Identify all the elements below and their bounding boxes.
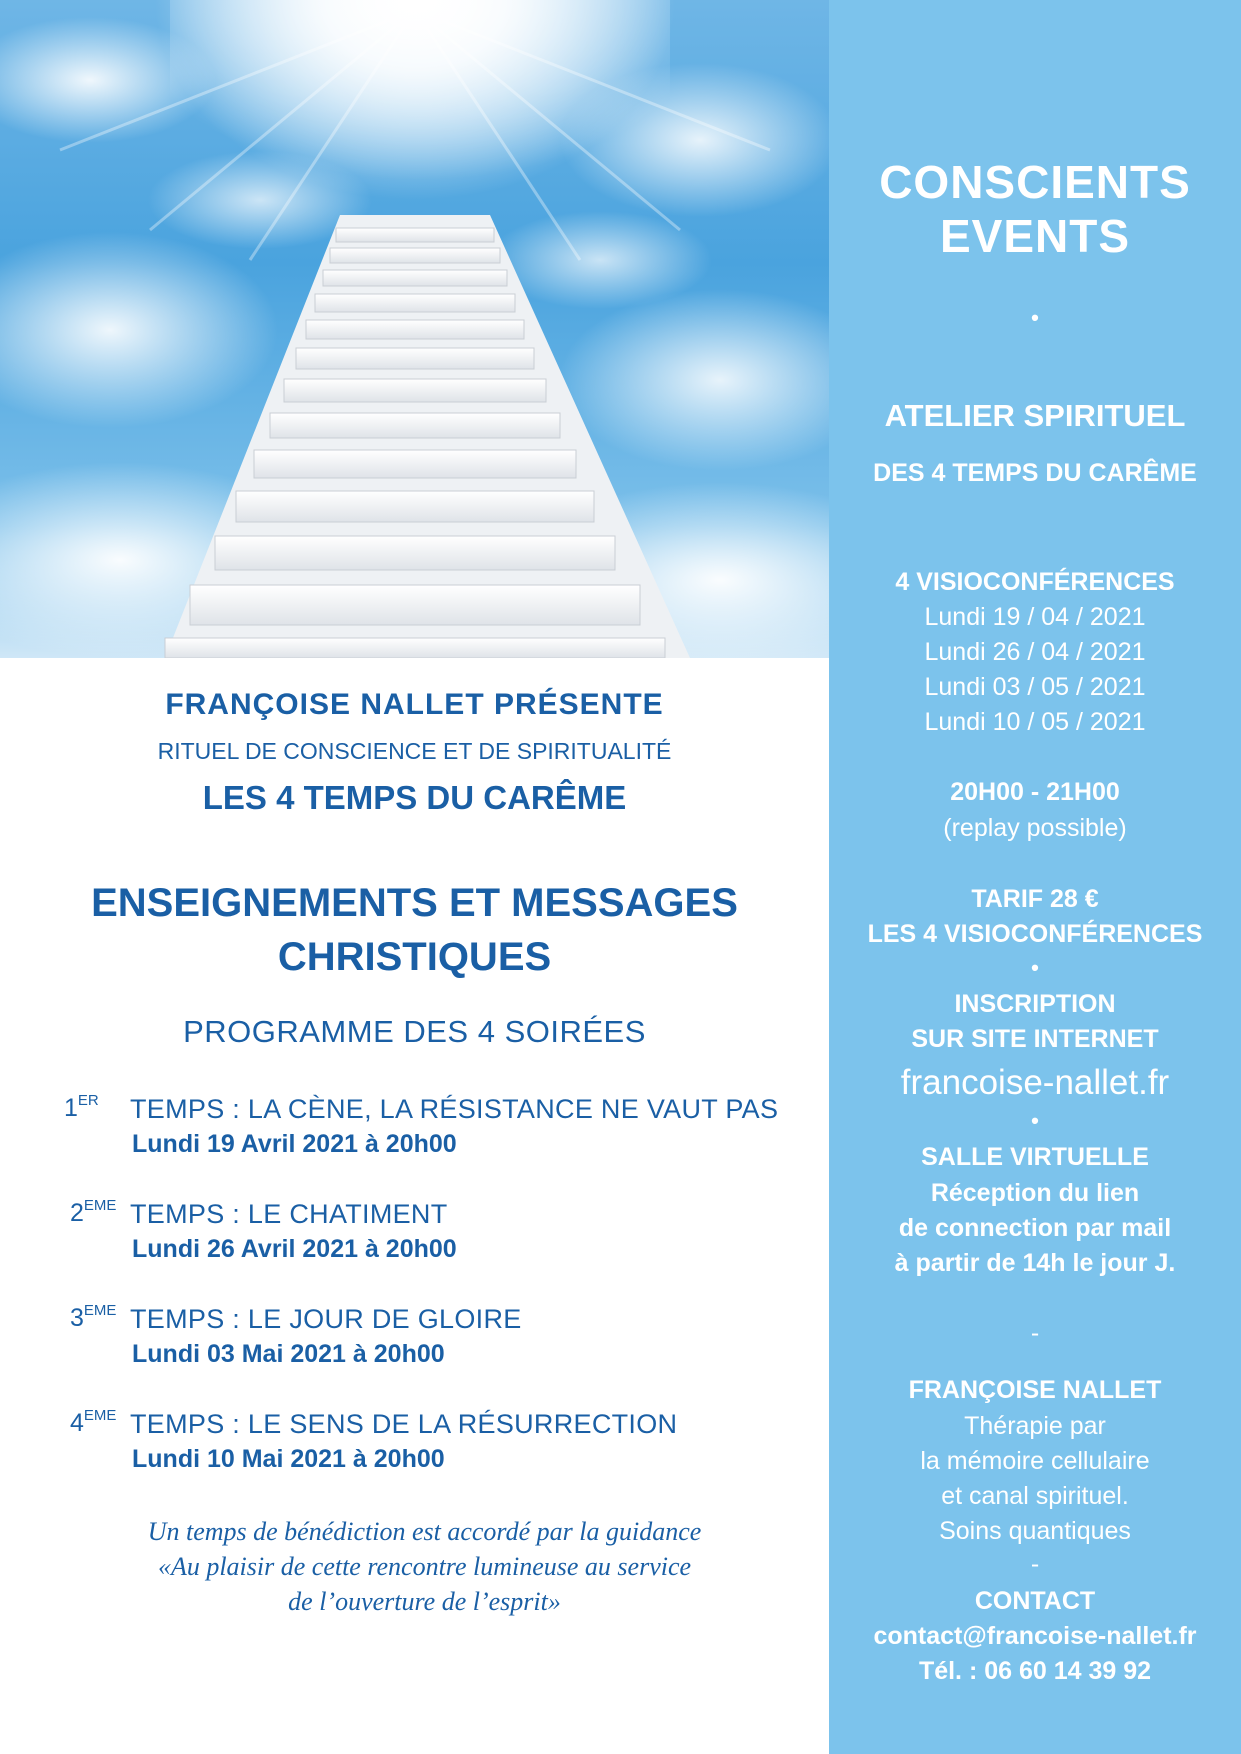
hero-image-sky-stairs xyxy=(0,0,829,658)
temps-date: Lundi 10 Mai 2021 à 20h00 xyxy=(132,1445,445,1473)
rituel-subtitle: RITUEL DE CONSCIENCE ET DE SPIRITUALITÉ xyxy=(157,738,672,764)
visio-title: 4 VISIOCONFÉRENCES xyxy=(895,568,1175,596)
brand-title-line2: EVENTS xyxy=(939,210,1131,262)
temps-date: Lundi 26 Avril 2021 à 20h00 xyxy=(132,1235,457,1263)
price-detail: LES 4 VISIOCONFÉRENCES xyxy=(867,920,1203,948)
brand-title-line1: CONSCIENTS xyxy=(879,156,1191,208)
programme-heading: PROGRAMME DES 4 SOIRÉES xyxy=(183,1014,646,1049)
session-hours: 20H00 - 21H00 xyxy=(950,778,1120,806)
contact-email[interactable]: contact@francoise-nallet.fr xyxy=(873,1622,1197,1650)
visio-date: Lundi 10 / 05 / 2021 xyxy=(924,708,1146,736)
temps-number: 4EME xyxy=(70,1407,117,1437)
atelier-title: ATELIER SPIRITUEL xyxy=(884,398,1186,433)
salle-detail: de connection par mail xyxy=(898,1214,1172,1242)
salle-detail: Réception du lien xyxy=(930,1179,1140,1207)
author-detail: et canal spirituel. xyxy=(941,1482,1129,1510)
separator-dash: - xyxy=(1030,1319,1040,1347)
event-title: LES 4 TEMPS DU CARÊME xyxy=(202,779,627,816)
temps-title: TEMPS : LE CHATIMENT xyxy=(130,1199,448,1229)
visio-date: Lundi 19 / 04 / 2021 xyxy=(924,603,1146,631)
inscription-line2: SUR SITE INTERNET xyxy=(911,1025,1159,1053)
salle-detail: à partir de 14h le jour J. xyxy=(894,1249,1176,1277)
main-heading-line1: ENSEIGNEMENTS ET MESSAGES xyxy=(91,881,738,925)
temps-date: Lundi 19 Avril 2021 à 20h00 xyxy=(132,1130,457,1158)
separator-dash: - xyxy=(1030,1550,1040,1578)
author-detail: Thérapie par xyxy=(964,1412,1106,1440)
separator-dot: • xyxy=(1031,1108,1039,1133)
blessing-quote-line3: de l’ouverture de l’esprit» xyxy=(288,1587,561,1616)
salle-title: SALLE VIRTUELLE xyxy=(921,1143,1149,1171)
temps-number: 2EME xyxy=(70,1197,117,1227)
visio-date: Lundi 03 / 05 / 2021 xyxy=(924,673,1146,701)
temps-title: TEMPS : LE JOUR DE GLOIRE xyxy=(130,1304,522,1334)
separator-dot: • xyxy=(1031,955,1039,980)
temps-date: Lundi 03 Mai 2021 à 20h00 xyxy=(132,1340,445,1368)
stairway-illustration xyxy=(0,0,829,658)
author-detail: la mémoire cellulaire xyxy=(920,1447,1150,1475)
website-link[interactable]: francoise-nallet.fr xyxy=(900,1063,1170,1102)
atelier-subtitle: DES 4 TEMPS DU CARÊME xyxy=(873,459,1197,487)
temps-number: 1ER xyxy=(64,1092,99,1122)
temps-title: TEMPS : LE SENS DE LA RÉSURRECTION xyxy=(130,1409,678,1439)
blessing-quote-line1: Un temps de bénédiction est accordé par la guidance xyxy=(147,1517,702,1546)
author-detail: Soins quantiques xyxy=(939,1517,1131,1545)
info-sidebar xyxy=(829,0,1241,1754)
main-heading-line2: CHRISTIQUES xyxy=(277,935,552,979)
temps-title: TEMPS : LA CÈNE, LA RÉSISTANCE NE VAUT PAS xyxy=(130,1094,779,1124)
blessing-quote-line2: «Au plaisir de cette rencontre lumineuse au service xyxy=(157,1552,692,1581)
separator-dot: • xyxy=(1031,305,1039,330)
price: TARIF 28 € xyxy=(971,885,1099,913)
author-name: FRANÇOISE NALLET xyxy=(908,1376,1162,1404)
replay-note: (replay possible) xyxy=(943,814,1127,842)
inscription-line1: INSCRIPTION xyxy=(954,990,1116,1018)
presenter-heading: FRANÇOISE NALLET PRÉSENTE xyxy=(165,688,664,721)
contact-phone[interactable]: Tél. : 06 60 14 39 92 xyxy=(918,1657,1152,1685)
visio-date: Lundi 26 / 04 / 2021 xyxy=(924,638,1146,666)
temps-number: 3EME xyxy=(70,1302,117,1332)
contact-title: CONTACT xyxy=(974,1587,1096,1615)
